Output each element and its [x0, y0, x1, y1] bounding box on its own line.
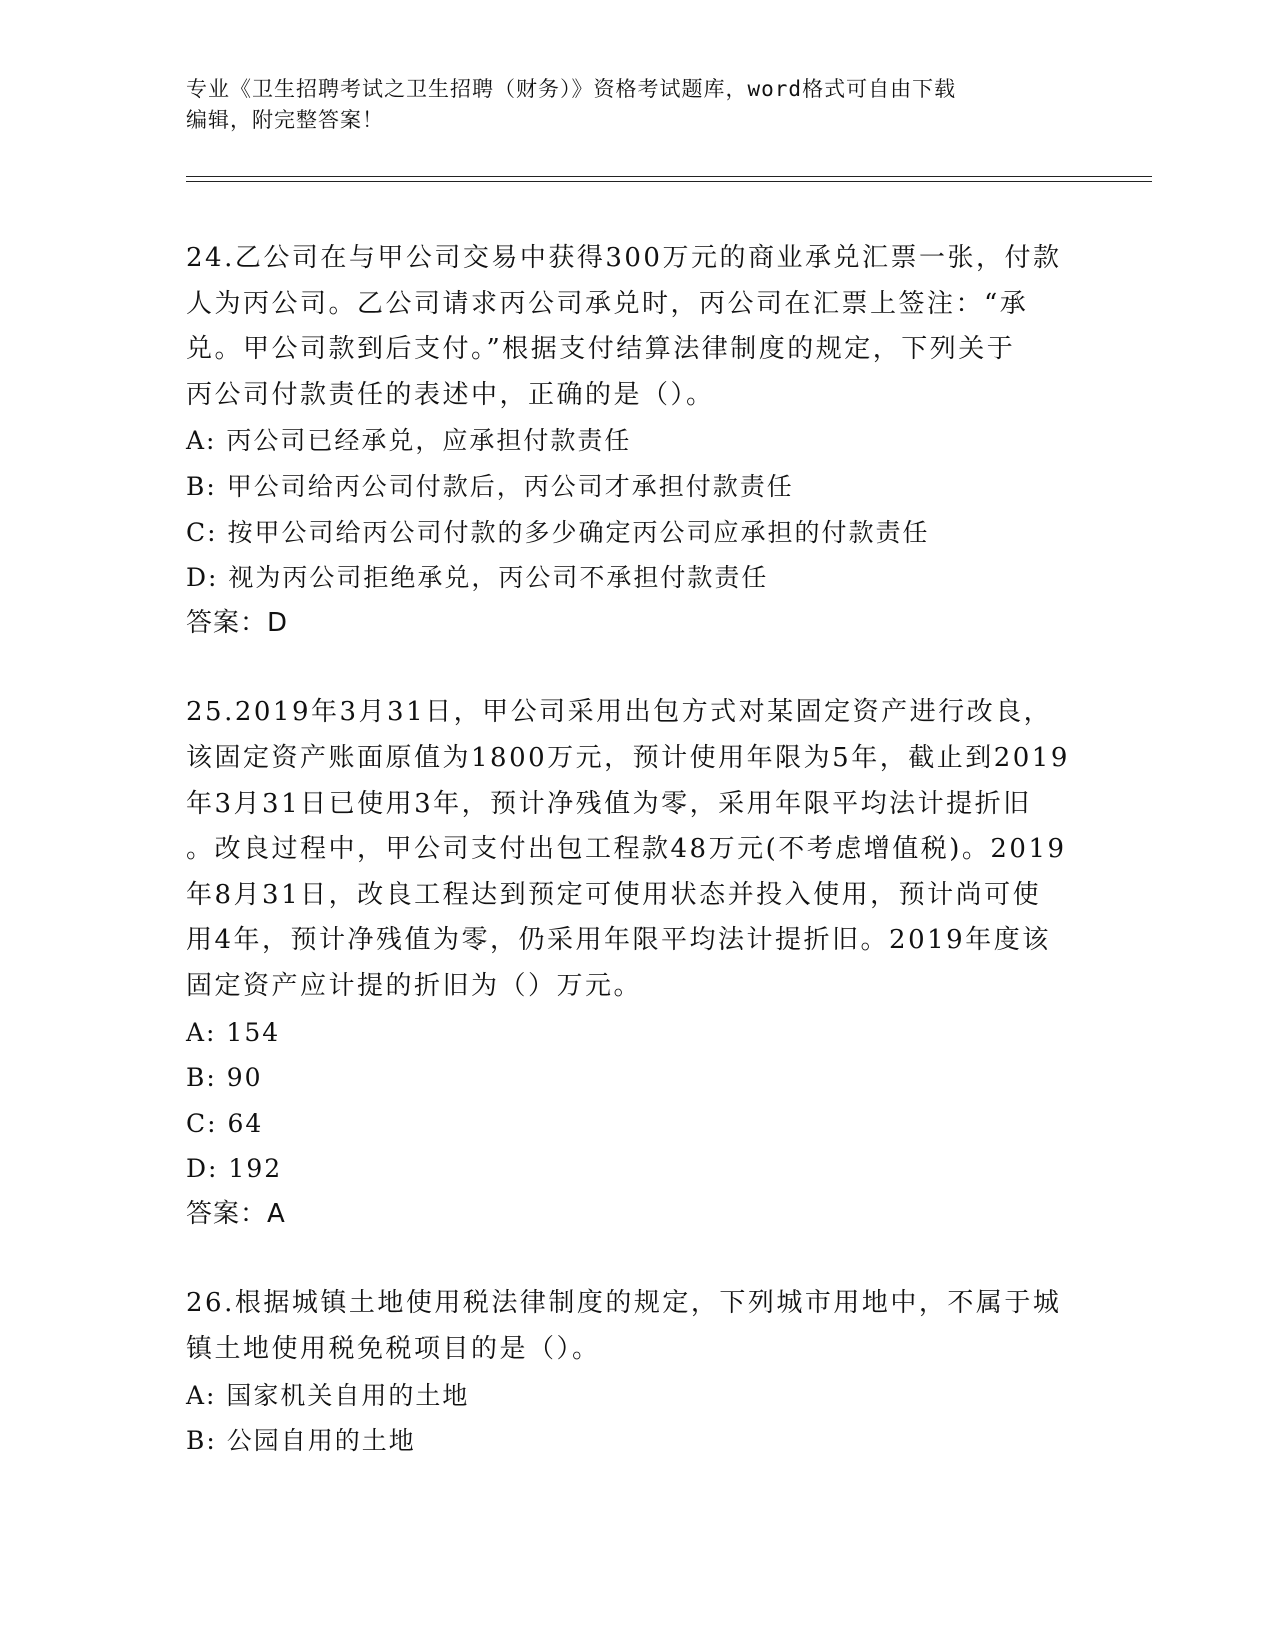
option-c: C: 按甲公司给丙公司付款的多少确定丙公司应承担的付款责任 [186, 517, 930, 547]
document-header [186, 74, 1066, 136]
option-b: B: 公园自用的土地 [186, 1426, 416, 1456]
question-stem-line: 该固定资产账面原值为1800万元，预计使用年限为5年，截止到2019 [186, 742, 1070, 773]
option-c: C: 64 [186, 1108, 264, 1138]
option-d: D: 192 [186, 1154, 283, 1184]
question-stem-line: 人为丙公司。乙公司请求丙公司承兑时，丙公司在汇票上签注：“承 [186, 288, 1029, 319]
question-stem-line: 固定资产应计提的折旧为（）万元。 [186, 970, 643, 1001]
header-divider-top [186, 176, 1152, 177]
header-line-1: 专业《卫生招聘考试之卫生招聘（财务）》资格考试题库，word格式可自由下载 [186, 77, 957, 101]
option-a: A: 丙公司已经承兑，应承担付款责任 [186, 426, 632, 456]
question-stem-line: 用4年，预计净残值为零，仍采用年限平均法计提折旧。2019年度该 [186, 925, 1051, 956]
question-24 [186, 236, 1086, 646]
question-stem-line: 兑。甲公司款到后支付。”根据支付结算法律制度的规定，下列关于 [186, 334, 1016, 365]
question-stem-line: 年3月31日已使用3年，预计净残值为零，采用年限平均法计提折旧 [186, 788, 1032, 819]
answer-text: 答案：A [186, 1198, 286, 1229]
question-26 [186, 1281, 1086, 1463]
option-a: A: 国家机关自用的土地 [186, 1380, 470, 1410]
question-25 [186, 690, 1086, 1237]
option-b: B: 90 [186, 1063, 263, 1093]
header-divider-bottom [186, 181, 1152, 182]
question-stem-line: 26.根据城镇土地使用税法律制度的规定，下列城市用地中，不属于城 [186, 1288, 1062, 1319]
option-d: D: 视为丙公司拒绝承兑，丙公司不承担付款责任 [186, 563, 769, 593]
question-stem-line: 丙公司付款责任的表述中，正确的是（）。 [186, 379, 715, 410]
answer-text: 答案：D [186, 607, 289, 638]
question-stem-line: 镇土地使用税免税项目的是（）。 [186, 1334, 601, 1365]
question-stem-line: 年8月31日，改良工程达到预定可使用状态并投入使用，预计尚可使 [186, 879, 1042, 910]
option-a: A: 154 [186, 1017, 281, 1047]
header-line-2: 编辑，附完整答案！ [186, 108, 384, 132]
question-stem-line: 。改良过程中，甲公司支付出包工程款48万元(不考虑增值税)。2019 [186, 834, 1067, 865]
question-stem-line: 25.2019年3月31日，甲公司采用出包方式对某固定资产进行改良， [186, 697, 1053, 728]
option-b: B: 甲公司给丙公司付款后，丙公司才承担付款责任 [186, 471, 794, 501]
question-stem-line: 24.乙公司在与甲公司交易中获得300万元的商业承兑汇票一张，付款 [186, 243, 1062, 273]
question-list [186, 236, 1086, 1508]
